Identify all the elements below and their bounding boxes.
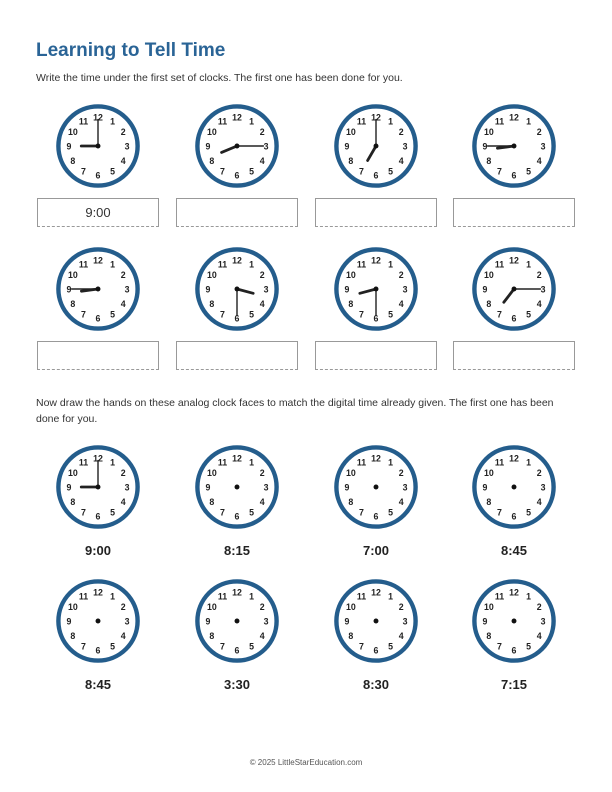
clock-number: 11 <box>217 259 228 270</box>
clock-number: 8 <box>70 156 76 167</box>
clock-number: 5 <box>388 166 393 177</box>
clock-face <box>193 102 281 190</box>
clock-number: 5 <box>249 166 254 177</box>
clock-number: 5 <box>249 309 254 320</box>
clock-face <box>332 245 420 333</box>
clock-number: 6 <box>511 313 517 324</box>
clock-svg <box>193 443 281 531</box>
clock-number: 5 <box>249 641 254 652</box>
clock-number: 10 <box>483 602 494 612</box>
clock-number: 7 <box>359 166 364 177</box>
clock-number: 2 <box>536 602 542 612</box>
clock-number: 4 <box>398 631 404 642</box>
clock-number: 4 <box>536 299 542 310</box>
clock-center-dot <box>96 619 101 624</box>
clock-number: 5 <box>526 507 531 518</box>
clock-number: 12 <box>509 453 519 464</box>
answer-box[interactable] <box>315 341 437 370</box>
clock-number: 2 <box>259 468 265 478</box>
clock-face[interactable] <box>332 577 420 665</box>
clock-number: 8 <box>70 299 76 310</box>
clock-number: 1 <box>388 259 393 270</box>
clock-number: 6 <box>234 511 240 522</box>
clock-number: 9 <box>205 616 211 627</box>
clock-number: 4 <box>259 156 265 167</box>
clock-number: 3 <box>540 482 546 493</box>
clock-number: 12 <box>93 453 103 464</box>
clock-number: 6 <box>511 511 517 522</box>
clock-svg <box>470 443 558 531</box>
clock-number: 8 <box>209 299 215 310</box>
clock-number: 8 <box>209 156 215 167</box>
clock-number: 11 <box>494 116 505 127</box>
clock-svg <box>193 577 281 665</box>
clock-svg <box>54 577 142 665</box>
clock-number: 9 <box>205 482 211 493</box>
clock-number: 3 <box>124 482 130 493</box>
clock-number: 2 <box>259 270 265 280</box>
clock-number: 9 <box>344 616 350 627</box>
clock-number: 9 <box>482 284 488 295</box>
clock-number: 7 <box>497 309 502 320</box>
clock-number: 8 <box>348 156 354 167</box>
clock-number: 10 <box>345 270 356 280</box>
clock-number: 7 <box>497 507 502 518</box>
clock-number: 10 <box>345 468 356 478</box>
instructions-section-2: Now draw the hands on these analog clock faces to match the digital time already given. The first one has been done for you. <box>36 397 554 425</box>
clock-number: 1 <box>526 259 531 270</box>
clock-svg <box>470 245 558 333</box>
clock-number: 1 <box>526 591 531 602</box>
clock-number: 3 <box>263 141 269 152</box>
clock-number: 2 <box>536 127 542 137</box>
clock-number: 6 <box>511 645 517 656</box>
clock-number: 4 <box>536 156 542 167</box>
clock-number: 6 <box>234 170 240 181</box>
clock-number: 11 <box>78 591 89 602</box>
clock-number: 12 <box>93 587 103 598</box>
clock-number: 1 <box>526 116 531 127</box>
clock-number: 10 <box>67 602 78 612</box>
clock-number: 10 <box>483 270 494 280</box>
clock-number: 4 <box>398 156 404 167</box>
clock-number: 12 <box>509 255 519 266</box>
clock-number: 1 <box>110 591 115 602</box>
digital-time-label: 7:00 <box>362 543 390 558</box>
clock-number: 10 <box>206 468 217 478</box>
clock-number: 6 <box>373 511 379 522</box>
clock-number: 2 <box>120 468 126 478</box>
answer-box[interactable] <box>176 198 298 227</box>
clock-number: 10 <box>206 602 217 612</box>
clock-number: 10 <box>483 468 494 478</box>
clock-center-dot <box>235 619 240 624</box>
clock-number: 4 <box>398 497 404 508</box>
clock-number: 11 <box>494 259 505 270</box>
clock-number: 8 <box>486 497 492 508</box>
clock-number: 3 <box>124 616 130 627</box>
clock-number: 9 <box>66 141 72 152</box>
clock-number: 6 <box>373 170 379 181</box>
clock-number: 8 <box>348 631 354 642</box>
clock-face[interactable] <box>470 443 558 531</box>
clock-number: 6 <box>373 645 379 656</box>
clock-center-dot <box>235 144 240 149</box>
clock-number: 3 <box>402 141 408 152</box>
clock-center-dot <box>374 485 379 490</box>
clock-center-dot <box>512 619 517 624</box>
clock-number: 5 <box>388 641 393 652</box>
digital-time-label: 8:45 <box>84 677 112 692</box>
clock-number: 4 <box>120 156 126 167</box>
clock-number: 9 <box>344 284 350 295</box>
clock-face[interactable] <box>332 443 420 531</box>
clock-number: 3 <box>263 284 269 295</box>
clock-number: 3 <box>540 141 546 152</box>
clock-number: 12 <box>232 255 242 266</box>
clock-number: 5 <box>526 309 531 320</box>
clock-number: 3 <box>540 284 546 295</box>
clock-number: 3 <box>124 141 130 152</box>
clock-svg <box>470 577 558 665</box>
clock-number: 11 <box>78 259 89 270</box>
clock-number: 9 <box>482 616 488 627</box>
clock-number: 8 <box>209 631 215 642</box>
clock-number: 10 <box>345 127 356 137</box>
clock-number: 4 <box>120 631 126 642</box>
clock-center-dot <box>374 619 379 624</box>
clock-center-dot <box>512 144 517 149</box>
clock-number: 1 <box>388 116 393 127</box>
clock-number: 1 <box>249 591 254 602</box>
clock-number: 10 <box>206 127 217 137</box>
clock-number: 12 <box>232 112 242 123</box>
clock-number: 3 <box>263 616 269 627</box>
clock-number: 7 <box>81 507 86 518</box>
clock-number: 2 <box>398 127 404 137</box>
clock-number: 9 <box>344 482 350 493</box>
clock-number: 4 <box>259 299 265 310</box>
answer-box[interactable] <box>453 198 575 227</box>
clock-number: 4 <box>120 497 126 508</box>
clock-number: 7 <box>497 166 502 177</box>
clock-number: 2 <box>398 270 404 280</box>
clock-number: 7 <box>497 641 502 652</box>
clock-face[interactable] <box>470 577 558 665</box>
clock-number: 1 <box>526 457 531 468</box>
clock-number: 5 <box>388 507 393 518</box>
clock-center-dot <box>374 287 379 292</box>
clock-number: 1 <box>110 116 115 127</box>
answer-box[interactable] <box>315 198 437 227</box>
clock-number: 5 <box>388 309 393 320</box>
clock-center-dot <box>235 287 240 292</box>
clock-number: 3 <box>540 616 546 627</box>
clock-number: 11 <box>217 591 228 602</box>
clock-number: 5 <box>110 507 115 518</box>
clock-number: 1 <box>388 591 393 602</box>
clock-number: 4 <box>259 631 265 642</box>
clock-number: 7 <box>220 507 225 518</box>
clock-number: 6 <box>95 313 101 324</box>
clock-svg <box>332 577 420 665</box>
clock-number: 12 <box>371 587 381 598</box>
clock-number: 3 <box>402 284 408 295</box>
clock-number: 10 <box>345 602 356 612</box>
digital-time-label: 8:30 <box>362 677 390 692</box>
clock-number: 5 <box>110 641 115 652</box>
clock-number: 11 <box>356 259 367 270</box>
clock-number: 2 <box>398 468 404 478</box>
clock-svg <box>470 102 558 190</box>
clock-number: 9 <box>205 284 211 295</box>
clock-number: 9 <box>205 141 211 152</box>
clock-number: 8 <box>486 631 492 642</box>
digital-time-label: 8:15 <box>223 543 251 558</box>
clock-number: 8 <box>209 497 215 508</box>
clock-number: 12 <box>232 587 242 598</box>
clock-number: 11 <box>494 591 505 602</box>
answer-box[interactable] <box>176 341 298 370</box>
clock-center-dot <box>96 485 101 490</box>
clock-svg <box>332 245 420 333</box>
clock-number: 2 <box>120 270 126 280</box>
clock-number: 2 <box>120 602 126 612</box>
clock-center-dot <box>374 144 379 149</box>
clock-number: 9 <box>66 616 72 627</box>
clock-number: 10 <box>206 270 217 280</box>
clock-center-dot <box>96 144 101 149</box>
clock-number: 2 <box>398 602 404 612</box>
clock-number: 9 <box>482 482 488 493</box>
clock-number: 11 <box>356 116 367 127</box>
clock-number: 10 <box>67 468 78 478</box>
clock-svg <box>54 102 142 190</box>
clock-number: 3 <box>402 482 408 493</box>
clock-svg <box>332 443 420 531</box>
clock-number: 12 <box>93 112 103 123</box>
clock-number: 10 <box>483 127 494 137</box>
clock-face <box>54 245 142 333</box>
clock-number: 8 <box>486 156 492 167</box>
clock-number: 7 <box>81 309 86 320</box>
clock-number: 4 <box>120 299 126 310</box>
clock-number: 6 <box>234 645 240 656</box>
clock-face <box>470 102 558 190</box>
answer-box-example: 9:00 <box>37 198 159 227</box>
clock-number: 6 <box>95 645 101 656</box>
clock-number: 1 <box>249 457 254 468</box>
clock-number: 7 <box>81 641 86 652</box>
clock-number: 9 <box>66 284 72 295</box>
clock-number: 12 <box>371 112 381 123</box>
clock-face <box>54 102 142 190</box>
clock-number: 1 <box>388 457 393 468</box>
clock-center-dot <box>96 287 101 292</box>
clock-face[interactable] <box>54 443 142 531</box>
clock-number: 7 <box>81 166 86 177</box>
clock-face[interactable] <box>54 577 142 665</box>
digital-time-label: 9:00 <box>84 543 112 558</box>
clock-number: 6 <box>95 511 101 522</box>
clock-svg <box>332 102 420 190</box>
clock-svg <box>54 443 142 531</box>
clock-number: 2 <box>259 127 265 137</box>
clock-number: 8 <box>348 497 354 508</box>
clock-number: 11 <box>356 591 367 602</box>
clock-number: 7 <box>359 309 364 320</box>
clock-number: 12 <box>509 112 519 123</box>
clock-number: 2 <box>259 602 265 612</box>
clock-number: 6 <box>234 313 240 324</box>
clock-number: 3 <box>402 616 408 627</box>
clock-number: 1 <box>249 116 254 127</box>
clock-number: 4 <box>536 497 542 508</box>
clock-center-dot <box>512 485 517 490</box>
clock-face <box>332 102 420 190</box>
clock-number: 2 <box>536 270 542 280</box>
clock-number: 12 <box>509 587 519 598</box>
digital-time-label: 8:45 <box>500 543 528 558</box>
clock-number: 5 <box>249 507 254 518</box>
clock-number: 5 <box>110 309 115 320</box>
clock-number: 10 <box>67 127 78 137</box>
answer-box[interactable] <box>453 341 575 370</box>
clock-number: 7 <box>359 641 364 652</box>
clock-number: 1 <box>110 259 115 270</box>
clock-number: 3 <box>124 284 130 295</box>
clock-face[interactable] <box>193 577 281 665</box>
clock-number: 12 <box>93 255 103 266</box>
clock-number: 2 <box>536 468 542 478</box>
footer-copyright: © 2025 LittleStarEducation.com <box>249 758 363 767</box>
clock-number: 1 <box>110 457 115 468</box>
clock-number: 5 <box>526 166 531 177</box>
clock-number: 5 <box>110 166 115 177</box>
clock-number: 7 <box>220 641 225 652</box>
instructions-section-1: Write the time under the first set of clocks. The first one has been done for you. <box>36 72 403 84</box>
clock-number: 8 <box>70 631 76 642</box>
digital-time-label: 3:30 <box>223 677 251 692</box>
clock-number: 11 <box>78 457 89 468</box>
clock-number: 12 <box>371 453 381 464</box>
clock-number: 11 <box>356 457 367 468</box>
clock-number: 8 <box>486 299 492 310</box>
clock-number: 9 <box>344 141 350 152</box>
clock-number: 8 <box>70 497 76 508</box>
clock-number: 5 <box>526 641 531 652</box>
clock-face[interactable] <box>193 443 281 531</box>
clock-center-dot <box>235 485 240 490</box>
clock-number: 12 <box>232 453 242 464</box>
clock-number: 11 <box>494 457 505 468</box>
clock-number: 4 <box>536 631 542 642</box>
clock-center-dot <box>512 287 517 292</box>
clock-svg <box>54 245 142 333</box>
answer-box[interactable] <box>37 341 159 370</box>
clock-face <box>193 245 281 333</box>
clock-number: 9 <box>66 482 72 493</box>
clock-number: 7 <box>220 309 225 320</box>
clock-number: 7 <box>220 166 225 177</box>
clock-number: 11 <box>217 457 228 468</box>
clock-number: 8 <box>348 299 354 310</box>
clock-svg <box>193 245 281 333</box>
clock-number: 11 <box>217 116 228 127</box>
clock-number: 6 <box>511 170 517 181</box>
clock-number: 11 <box>78 116 89 127</box>
clock-number: 6 <box>95 170 101 181</box>
clock-number: 3 <box>263 482 269 493</box>
clock-number: 10 <box>67 270 78 280</box>
clock-number: 4 <box>259 497 265 508</box>
clock-number: 6 <box>373 313 379 324</box>
clock-number: 12 <box>371 255 381 266</box>
clock-number: 1 <box>249 259 254 270</box>
page-title: Learning to Tell Time <box>36 40 226 61</box>
clock-face <box>470 245 558 333</box>
clock-number: 9 <box>482 141 488 152</box>
clock-number: 4 <box>398 299 404 310</box>
clock-number: 7 <box>359 507 364 518</box>
digital-time-label: 7:15 <box>500 677 528 692</box>
clock-svg <box>193 102 281 190</box>
clock-number: 2 <box>120 127 126 137</box>
